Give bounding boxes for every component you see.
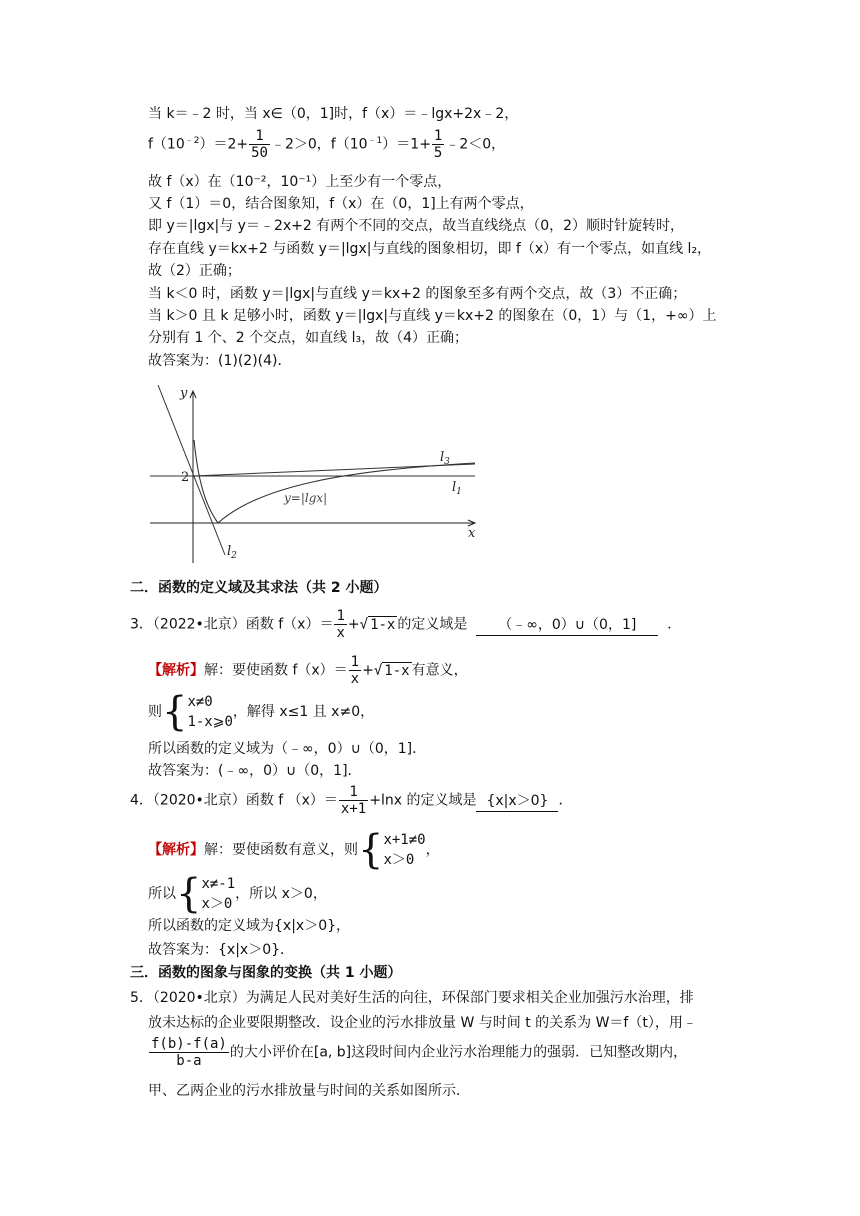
solution-4-line4: 故答案为：{x|x＞0}． xyxy=(148,942,295,958)
text-line: 又 f（1）＝0，结合图象知，f（x）在（0，1]上有两个零点， xyxy=(148,196,534,212)
text-line: 分别有 1 个、2 个交点，如直线 l₃，故（4）正确； xyxy=(148,330,469,346)
text-line: 故（2）正确； xyxy=(148,263,241,279)
question-5-line4: 甲、乙两企业的污水排放量与时间的关系如图所示． xyxy=(148,1083,470,1099)
text-line-values: $f(10^{﹣2})=2+$ $\frac{1}{50}$ ﹣2＞0，$f(10^{﹣1})=1+$ $\frac{1}{5}$ ﹣2＜0， xyxy=(148,128,506,161)
solution-4-line2: 所以 { x≠-1 x＞0 ，所以 x＞0， xyxy=(148,871,327,917)
system-brace: { x≠-1 x＞0 xyxy=(176,871,236,917)
solution-3-line4: 故答案为：(﹣∞，0）∪（0，1]． xyxy=(148,763,362,779)
solution-3-line3: 所以函数的定义域为（﹣∞，0）∪（0，1]． xyxy=(148,741,427,757)
solution-4-line3: 所以函数的定义域为{x|x＞0}， xyxy=(148,918,351,934)
text-line: 故答案为：(1)(2)(4)． xyxy=(148,353,292,369)
question-4: 4．（2020•北京）函数 f （x）＝ $\frac{1}{x+1}$ +lnx 的定义域是 {x|x＞0} ． xyxy=(130,784,573,817)
fraction: $\frac{1}{x+1}$ xyxy=(340,784,367,817)
sqrt: √ 1-x xyxy=(373,662,410,679)
curve-label: y=|lgx| xyxy=(284,491,328,505)
text-line: 即 y＝|lgx|与 y＝﹣2x+2 有两个不同的交点，故当直线绕点（0，2）顺时针旋转时， xyxy=(148,218,685,234)
sqrt: √ 1-x xyxy=(359,616,396,633)
text-line: 故 f（x）在（10⁻²，10⁻¹）上至少有一个零点， xyxy=(148,174,452,190)
question-5-line1: 5．（2020•北京）为满足人民对美好生活的向往，环保部门要求相关企业加强污水治理，排 xyxy=(130,990,694,1006)
question-3: 3．（2022•北京）函数 f（x）＝ $\frac{1}{x}$ +√ 1-x 的定义域是 （﹣∞，0）∪（0，1] ． xyxy=(130,608,682,641)
system-brace: { x+1≠0 x＞0 xyxy=(358,827,426,873)
question-5-line2: 放未达标的企业要限期整改．设企业的污水排放量 W 与时间 t 的关系为 W＝f（t），用﹣ xyxy=(148,1015,697,1031)
section-heading-3: 三．函数的图象与图象的变换（共 1 小题） xyxy=(130,965,402,981)
text-line: 当 k＜0 时，函数 y＝|lgx|与直线 y＝kx+2 的图象至多有两个交点，故（3）不正确； xyxy=(148,286,687,302)
answer-blank: {x|x＞0} xyxy=(476,791,558,812)
text-line: 当 k＝﹣2 时，当 x∈（0，1]时，f（x）＝﹣lgx+2x﹣2， xyxy=(148,106,519,122)
system-brace: { x≠0 1-x⩾0 xyxy=(162,689,233,735)
curve-abs-lgx xyxy=(194,440,475,523)
y-axis-label: y xyxy=(180,386,188,401)
fraction: $\frac{1}{x}$ xyxy=(350,654,360,687)
text-line: 当 k＞0 且 k 足够小时，函数 y＝|lgx|与直线 y＝kx+2 的图象在（0，1）与（1，+∞）上 xyxy=(148,308,717,324)
l3-label: $l_3$ xyxy=(440,450,450,467)
l2-label: $l_2$ xyxy=(227,544,237,561)
fraction: $\frac{1}{50}$ xyxy=(251,128,268,161)
function-graph xyxy=(150,385,485,565)
tick-label-2: 2 xyxy=(181,470,190,485)
fraction: $\frac{1}{x}$ xyxy=(336,608,345,641)
question-5-line3: $\frac{f(b)-f(a)}{b-a}$ 的大小评价在[a, b]这段时间内企业污水治理能力的强弱．已知整改期内， xyxy=(151,1036,688,1069)
section-heading-2: 二．函数的定义域及其求法（共 2 小题） xyxy=(130,580,388,596)
l1-label: $l_1$ xyxy=(452,480,462,497)
x-axis-label: x xyxy=(468,526,476,541)
fraction: $\frac{1}{5}$ xyxy=(433,128,443,161)
solution-4-line1: 【解析】解：要使函数有意义，则 { x+1≠0 x＞0 ， xyxy=(148,827,440,873)
fraction: $\frac{f(b)-f(a)}{b-a}$ xyxy=(151,1036,227,1069)
solution-3-line2: 则 { x≠0 1-x⩾0 ，解得 x≤1 且 x≠0， xyxy=(148,689,375,735)
answer-blank: （﹣∞，0）∪（0，1] xyxy=(476,615,658,636)
text-line: 存在直线 y＝kx+2 与函数 y＝|lgx|与直线的图象相切，即 f（x）有一个零点，如直线 l₂， xyxy=(148,241,712,257)
solution-3-line1: 【解析】解：要使函数 f（x）＝ $\frac{1}{x}$ +√ 1-x 有意义， xyxy=(148,654,468,687)
line-l2 xyxy=(158,385,225,555)
